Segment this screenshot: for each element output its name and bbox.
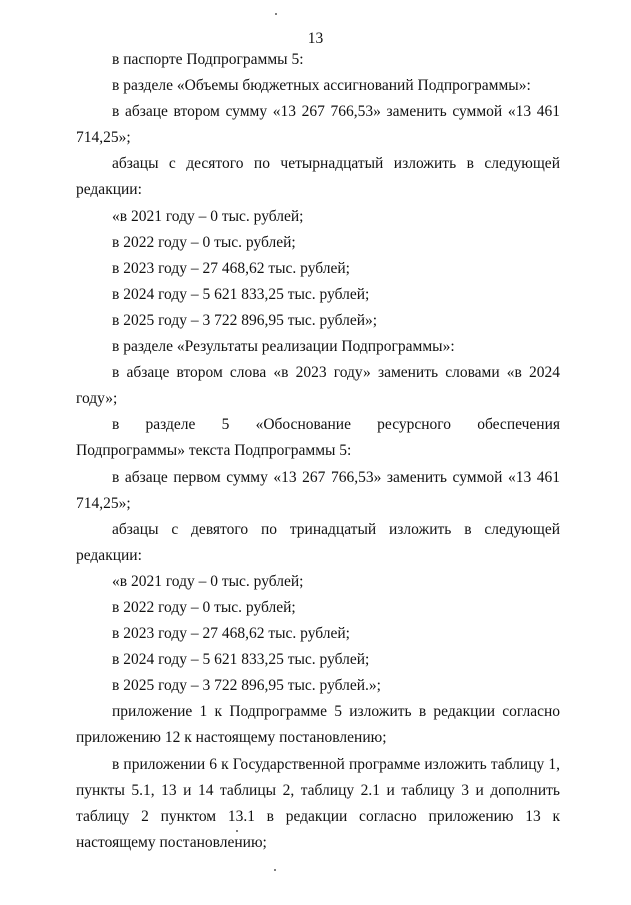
paragraph: в 2022 году – 0 тыс. рублей; xyxy=(112,598,296,616)
paragraph: в 2025 году – 3 722 896,95 тыс. рублей.»; xyxy=(112,677,381,695)
page-number: 13 xyxy=(307,30,324,47)
paragraph: в абзаце втором слова «в 2023 году» заменить словами «в 2024 году»; xyxy=(76,364,560,408)
paragraph: в 2023 году – 27 468,62 тыс. рублей; xyxy=(112,625,350,643)
paragraph: в приложении 6 к Государственной программе изложить таблицу 1, пункты 5.1, 13 и 14 таблицы 2, таблицу 2.1 и таблицу 3 и дополнить таблицу 2 пунктом 13.1 в редакции согласно приложению 13 к настоящему постановлению; xyxy=(76,755,560,851)
paragraph: в 2023 году – 27 468,62 тыс. рублей; xyxy=(112,259,350,277)
paragraph: в разделе «Результаты реализации Подпрограммы»: xyxy=(112,338,455,356)
paragraph: в разделе «Объемы бюджетных ассигнований Подпрограммы»: xyxy=(112,77,531,95)
paragraph: приложение 1 к Подпрограмме 5 изложить в редакции согласно приложению 12 к настоящему постановлению; xyxy=(76,703,560,747)
paragraph: в 2025 году – 3 722 896,95 тыс. рублей»; xyxy=(112,311,378,329)
paragraph: абзацы с девятого по тринадцатый изложить в следующей редакции: xyxy=(76,520,560,564)
paragraph: абзацы с десятого по четырнадцатый изложить в следующей редакции: xyxy=(76,155,560,199)
paragraph: в абзаце первом сумму «13 267 766,53» заменить суммой «13 461 714,25»; xyxy=(76,468,560,512)
document-body xyxy=(76,47,560,856)
paragraph: в 2024 году – 5 621 833,25 тыс. рублей; xyxy=(112,651,370,669)
scan-speck xyxy=(274,869,276,871)
paragraph: в 2022 году – 0 тыс. рублей; xyxy=(112,233,296,251)
paragraph: в паспорте Подпрограммы 5: xyxy=(112,51,304,68)
paragraph: в разделе 5 «Обоснование ресурсного обеспечения Подпрограммы» текста Подпрограммы 5: xyxy=(76,416,560,460)
paragraph: «в 2021 году – 0 тыс. рублей; xyxy=(112,207,304,225)
paragraph: «в 2021 году – 0 тыс. рублей; xyxy=(112,572,304,590)
scan-speck xyxy=(275,13,277,15)
paragraph: в 2024 году – 5 621 833,25 тыс. рублей; xyxy=(112,285,370,303)
paragraph: в абзаце втором сумму «13 267 766,53» заменить суммой «13 461 714,25»; xyxy=(76,103,560,147)
